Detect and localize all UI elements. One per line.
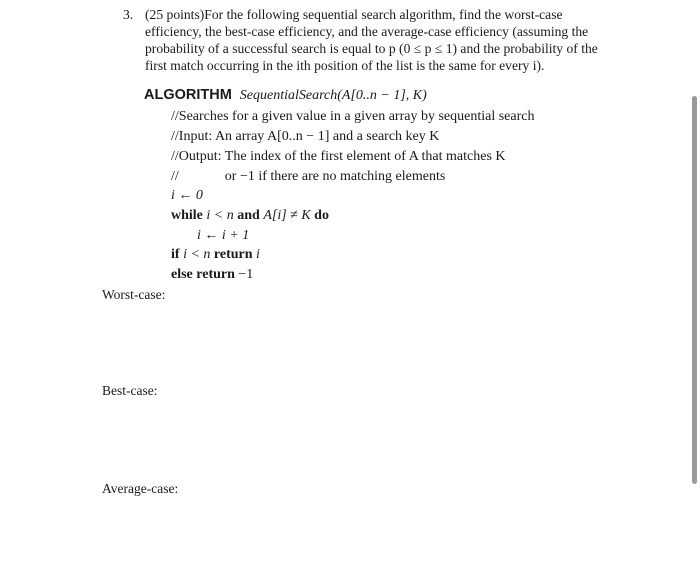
code-line-init — [171, 187, 203, 205]
average-case-label: Average-case: — [102, 481, 179, 496]
return-value: i — [256, 247, 260, 262]
comment-line: //Input: An array A[0..n − 1] and a search key K — [171, 129, 440, 144]
keyword-and: and — [237, 208, 260, 223]
comment-slashes: // — [171, 169, 179, 184]
comment-line: //Output: The index of the first element of A that matches K — [171, 149, 506, 164]
keyword-return: return — [213, 247, 253, 262]
question-body — [145, 6, 603, 74]
comment-line — [171, 168, 445, 186]
code-line-increment — [197, 227, 249, 245]
worst-case-label: Worst-case: — [102, 287, 166, 302]
question-statement: For the following sequential search algorithm, find the worst-case efficiency, the best-case efficiency, and the average-case efficiency (assuming the probability of a successful search is equal to p (0 ≤ p ≤ 1) and the probability of the first match occurring in the ith position of the list is the same for every i). — [145, 7, 598, 73]
code-line-while — [171, 207, 329, 225]
while-condition-1: i < n — [206, 208, 234, 223]
code-line-if — [171, 246, 260, 264]
keyword-do: do — [314, 208, 329, 223]
question-text — [123, 6, 603, 74]
keyword-if: if — [171, 247, 180, 262]
keyword-while: while — [171, 208, 203, 223]
algorithm-keyword: ALGORITHM — [144, 87, 232, 103]
code-line-else — [171, 266, 253, 284]
increment-statement: i ← i + 1 — [197, 228, 250, 243]
while-condition-2: A[i] ≠ K — [263, 208, 311, 223]
keyword-else-return: else return — [171, 267, 235, 282]
init-statement: i ← 0 — [171, 188, 203, 203]
question-points: (25 points) — [145, 7, 205, 22]
comment-continuation: or −1 if there are no matching elements — [224, 169, 446, 184]
question-number: 3. — [123, 7, 134, 22]
else-return-value: −1 — [238, 267, 254, 282]
algorithm-signature: SequentialSearch(A[0..n − 1], K) — [239, 88, 427, 103]
best-case-label: Best-case: — [102, 383, 158, 398]
algorithm-header — [144, 86, 427, 105]
if-condition: i < n — [183, 247, 211, 262]
vertical-scrollbar[interactable] — [692, 96, 697, 484]
comment-line: //Searches for a given value in a given array by sequential search — [171, 109, 535, 124]
